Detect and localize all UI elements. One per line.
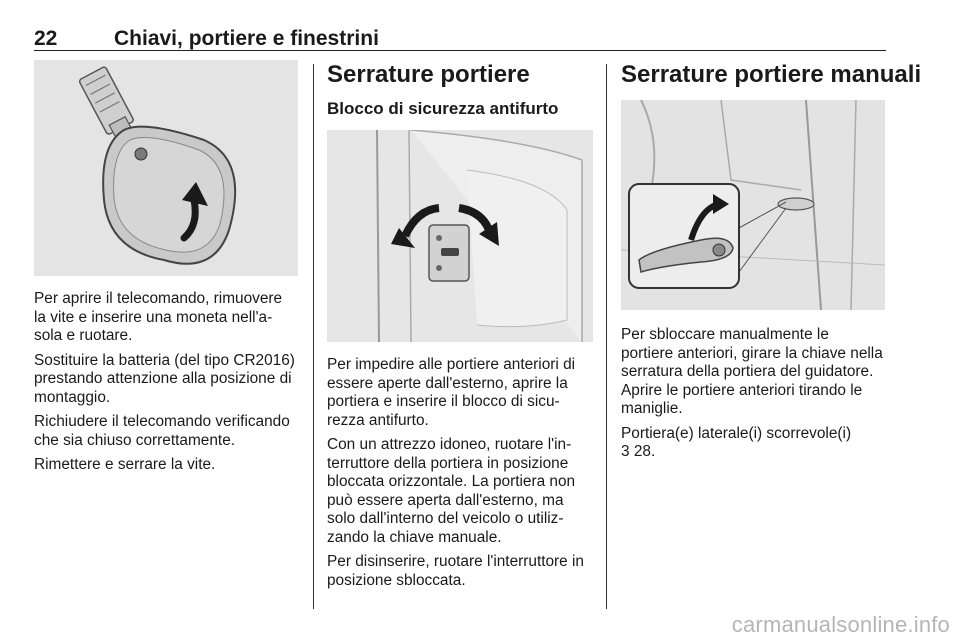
page-number: 22 <box>34 27 58 50</box>
paragraph: Per disinserire, ruotare l'interruttore in posizione sbloccata. <box>327 553 584 589</box>
column-divider <box>606 64 607 609</box>
running-title: Chiavi, portiere e finestrini <box>114 27 379 50</box>
paragraph: Per sbloccare manualmente le portiere anteriori, girare la chiave nella serratura della portiera del guidatore. Aprire le portiere anteriori tirando le maniglie. <box>621 326 883 417</box>
door-child-lock-icon <box>327 130 593 342</box>
paragraph: Per impedire alle portiere anteriori di essere aperte dall'esterno, aprire la portiera e inserire il blocco di sicu-rezza antifurto. <box>327 356 576 429</box>
paragraph: Portiera(e) laterale(i) scorrevole(i) <box>621 424 852 442</box>
page-reference: 3 28. <box>621 443 656 460</box>
paragraph: Con un attrezzo idoneo, ruotare l'in-terruttore della portiera in posizione bloccata orizzontale. La portiera non può essere aperta dall'esterno, ma solo dall'interno del veicolo o utiliz-zando la chiave manuale. <box>327 436 576 546</box>
watermark: carmanualsonline.info <box>731 612 950 637</box>
column-door-locks <box>327 60 593 596</box>
paragraph: Rimettere e serrare la vite. <box>34 456 216 473</box>
column-divider <box>313 64 314 609</box>
column-battery <box>34 60 298 481</box>
child-lock-figure <box>327 130 593 342</box>
section-heading: Serrature portiere manuali <box>621 61 922 88</box>
section-heading: Serrature portiere <box>327 61 530 88</box>
key-fob-figure <box>34 60 298 276</box>
door-handle-figure <box>621 100 885 310</box>
paragraph: Richiudere il telecomando verificando che sia chiuso correttamente. <box>34 413 290 449</box>
door-handle-key-icon <box>621 100 885 310</box>
paragraph: Sostituire la batteria (del tipo CR2016) prestando attenzione alla posizione di montaggio. <box>34 351 295 406</box>
page-header <box>34 28 886 51</box>
subsection-heading: Blocco di sicurezza antifurto <box>327 99 559 118</box>
paragraph: Per aprire il telecomando, rimuovere la vite e inserire una moneta nell'a-sola e ruotare. <box>34 290 283 344</box>
key-fob-battery-icon <box>34 60 298 276</box>
column-manual-door-locks <box>621 60 922 468</box>
